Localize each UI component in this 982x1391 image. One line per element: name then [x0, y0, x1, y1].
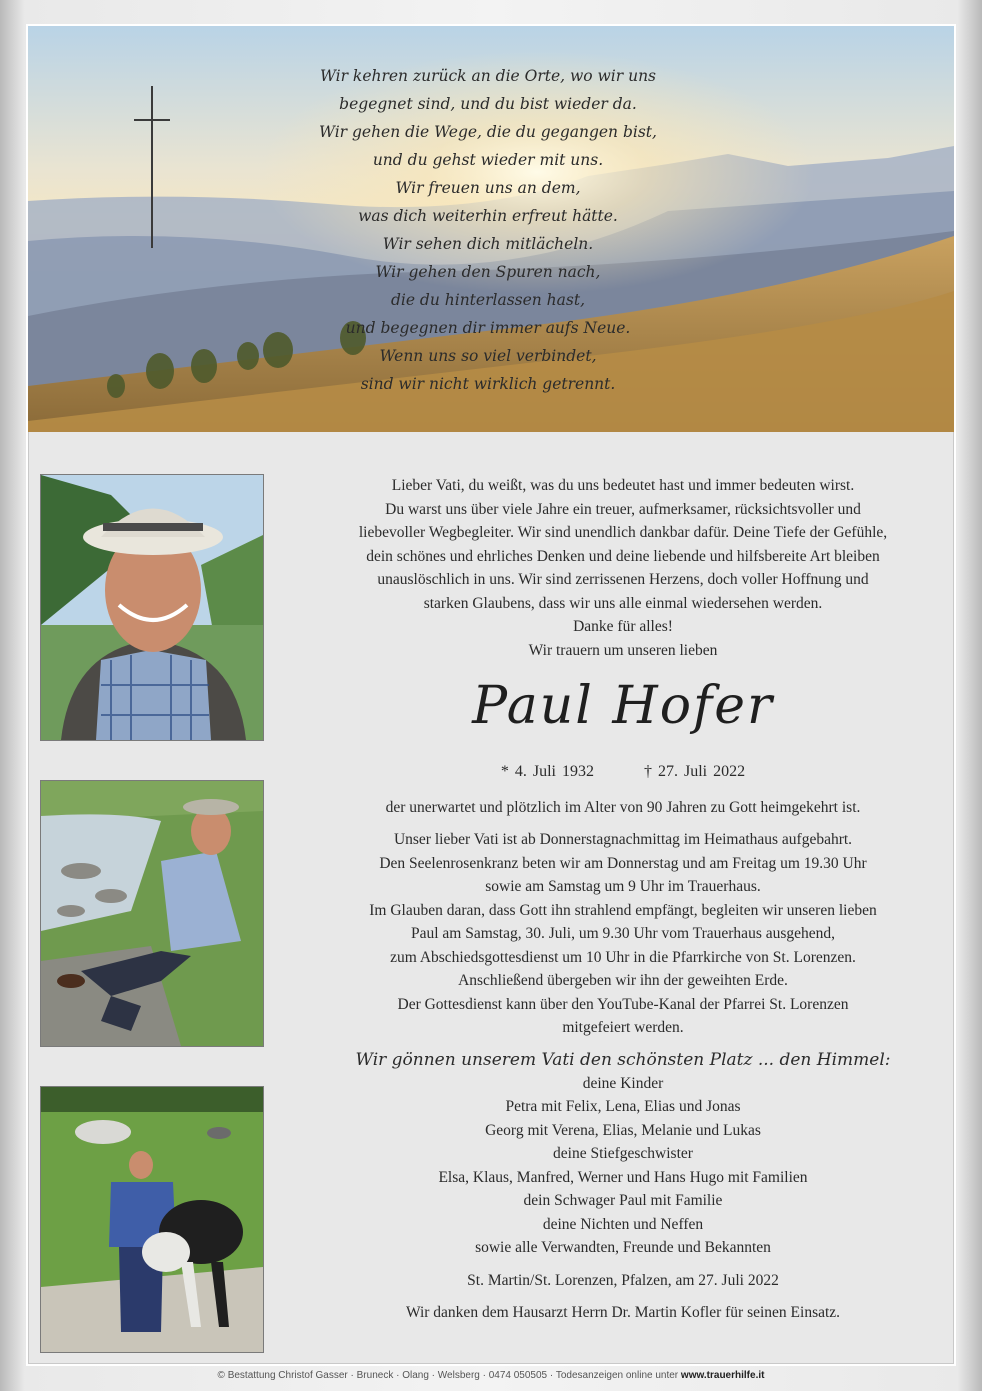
poem-line: und du gehst wieder mit uns.	[372, 151, 604, 169]
mourners-list	[298, 1072, 948, 1260]
mourner-line: Petra mit Felix, Lena, Elias und Jonas	[505, 1098, 741, 1115]
intro-line: Danke für alles!	[573, 618, 673, 635]
arrangement-line: sowie am Samstag um 9 Uhr im Trauerhaus.	[485, 878, 761, 895]
poem-line: begegnet sind, und du bist wieder da.	[339, 95, 637, 113]
mourner-line: deine Nichten und Neffen	[542, 1215, 704, 1233]
arrangement-line: Unser lieber Vati ist ab Donnerstagnachmittag im Heimathaus aufgebahrt.	[393, 831, 853, 848]
arrangement-line: Den Seelenrosenkranz beten wir am Donnerstag und am Freitag um 19.30 Uhr	[379, 854, 867, 872]
cross-icon	[134, 86, 170, 248]
intro-line: Lieber Vati, du weißt, was du uns bedeutet hast und immer bedeuten wirst.	[391, 477, 855, 494]
poem-line: sind wir nicht wirklich getrennt.	[360, 375, 616, 393]
intro-line: Wir trauern um unseren lieben	[528, 641, 718, 659]
poem-line: Wenn uns so viel verbindet,	[379, 347, 597, 365]
mourner-line: deine Kinder	[582, 1074, 664, 1092]
passing-line: der unerwartet und plötzlich im Alter von 90 Jahren zu Gott heimgekehrt ist.	[385, 798, 861, 816]
poem-line: Wir freuen uns an dem,	[395, 179, 581, 197]
poem-line: und begegnen dir immer aufs Neue.	[345, 319, 631, 337]
intro-line: unauslöschlich in uns. Wir sind zerrissenen Herzens, doch voller Hoffnung und	[377, 571, 869, 588]
death-date: † 27. Juli 2022	[644, 763, 746, 780]
portrait-photo	[40, 474, 264, 741]
heaven-line: Wir gönnen unserem Vati den schönsten Platz ... den Himmel:	[355, 1049, 891, 1070]
obituary-text	[298, 474, 948, 1325]
mourner-line: Georg mit Verena, Elias, Melanie und Lukas	[485, 1121, 761, 1139]
poem-line: Wir gehen den Spuren nach,	[375, 263, 601, 281]
poem-line: Wir sehen dich mitlächeln.	[382, 235, 594, 253]
poem	[268, 62, 708, 398]
arrangement-line: mitgefeiert werden.	[562, 1019, 684, 1036]
intro-line: starken Glaubens, dass wir uns alle einmal wiedersehen werden.	[423, 594, 823, 612]
poem-line: Wir gehen die Wege, die du gegangen bist,	[319, 123, 657, 141]
footer-link[interactable]: www.trauerhilfe.it	[680, 1370, 765, 1381]
intro-line: dein schönes und ehrliches Denken und deine liebende und hilfsbereite Art bleiben	[366, 547, 880, 565]
intro-line: Du warst uns über viele Jahre ein treuer, aufmerksamer, rücksichtsvoller und	[385, 500, 861, 518]
arrangement-line: Paul am Samstag, 30. Juli, um 9.30 Uhr vom Trauerhaus ausgehend,	[410, 925, 836, 942]
arrangement-line: Der Gottesdienst kann über den YouTube-Kanal der Pfarrei St. Lorenzen	[397, 995, 849, 1013]
deceased-name: Paul Hofer	[472, 676, 774, 736]
obituary-card	[26, 24, 956, 1366]
poem-line: was dich weiterhin erfreut hätte.	[358, 207, 618, 225]
poem-line: die du hinterlassen hast,	[390, 291, 586, 309]
arrangement-line: zum Abschiedsgottesdienst um 10 Uhr in die Pfarrkirche von St. Lorenzen.	[390, 948, 856, 966]
thanks-line: Wir danken dem Hausarzt Herrn Dr. Martin Kofler für seinen Einsatz.	[405, 1304, 841, 1321]
place-and-date: St. Martin/St. Lorenzen, Pfalzen, am 27. Juli 2022	[467, 1271, 779, 1289]
mourner-line: sowie alle Verwandten, Freunde und Bekannten	[475, 1239, 771, 1256]
mountain-sunset-banner	[28, 26, 954, 432]
poem-line: Wir kehren zurück an die Orte, wo wir uns	[319, 67, 657, 85]
arrangement-line: Anschließend übergeben wir ihn der geweihten Erde.	[458, 972, 788, 989]
birth-date: * 4. Juli 1932	[500, 763, 594, 780]
mourner-line: Elsa, Klaus, Manfred, Werner und Hans Hugo mit Familien	[438, 1168, 808, 1186]
intro-line: liebevoller Wegbegleiter. Wir sind unendlich dankbar dafür. Deine Tiefe der Gefühle,	[358, 524, 888, 541]
intro-paragraph	[298, 474, 948, 662]
mourner-line: deine Stiefgeschwister	[553, 1145, 693, 1162]
mourner-line: dein Schwager Paul mit Familie	[523, 1192, 723, 1209]
stream-photo	[40, 780, 264, 1047]
arrangements	[298, 828, 948, 1040]
cow-photo	[40, 1086, 264, 1353]
footer	[0, 1370, 982, 1381]
footer-text: © Bestattung Christof Gasser · Bruneck · Olang · Welsberg · 0474 050505 · Todesanzeigen online unter	[217, 1370, 679, 1381]
life-dates	[298, 760, 948, 784]
arrangement-line: Im Glauben daran, dass Gott ihn strahlend empfängt, begleiten wir unseren lieben	[369, 901, 877, 919]
